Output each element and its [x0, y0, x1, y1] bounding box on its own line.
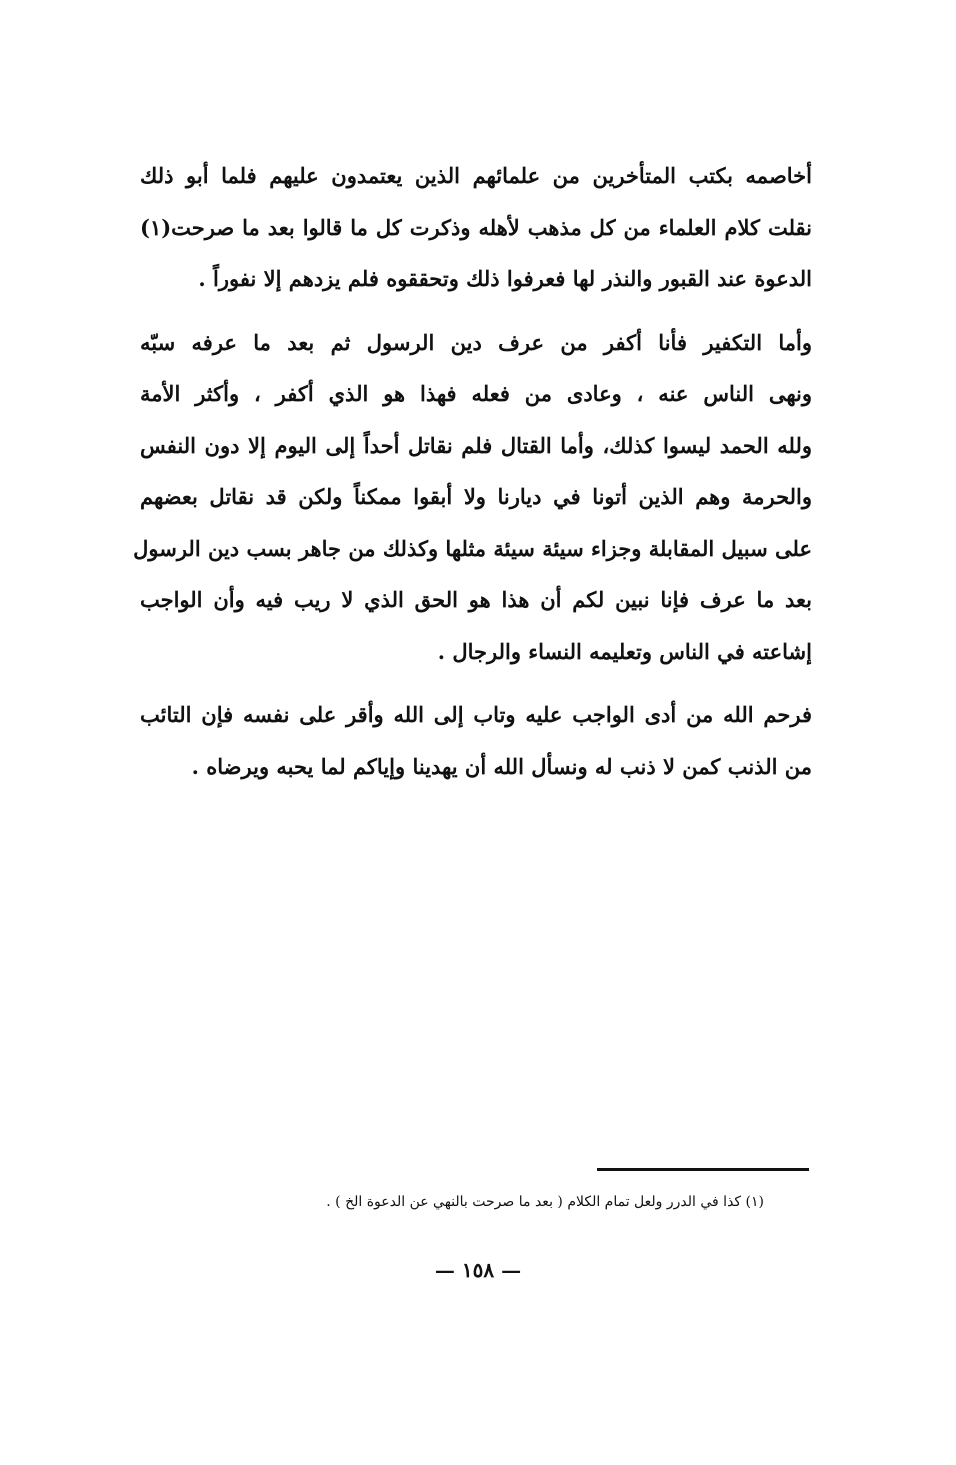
- text-line: ونهى الناس عنه ، وعادى من فعله فهذا هو الذي أكفر ، وأكثر الأمة: [140, 381, 812, 406]
- paragraph-3: [140, 689, 812, 792]
- text-line: نقلت كلام العلماء من كل مذهب لأهله وذكرت كل ما قالوا بعد ما صرحت(١): [140, 214, 812, 240]
- footnote: (١) كذا في الدرر ولعل تمام الكلام ( بعد ما صرحت بالنهي عن الدعوة الخ ) .: [326, 1194, 764, 1210]
- text-line: الدعوة عند القبور والنذر لها فعرفوا ذلك وتحققوه فلم يزدهم إلا نفوراً .: [198, 266, 812, 291]
- text-line: من الذنب كمن لا ذنب له ونسأل الله أن يهدينا وإياكم لما يحبه ويرضاه .: [191, 753, 812, 779]
- text-line: ولله الحمد ليسوا كذلك، وأما القتال فلم نقاتل أحداً إلى اليوم إلا دون النفس: [140, 432, 812, 458]
- main-text: [133, 150, 812, 792]
- page-number: — ١٥٨ —: [434, 1258, 522, 1282]
- text-line: وأما التكفير فأنا أكفر من عرف دين الرسول ثم بعد ما عرفه سبّه: [140, 329, 812, 355]
- text-line: فرحم الله من أدى الواجب عليه وتاب إلى الله وأقر على نفسه فإن التائب: [140, 702, 812, 727]
- text-line: والحرمة وهم الذين أتونا في ديارنا ولا أبقوا ممكناً ولكن قد نقاتل بعضهم: [140, 484, 812, 509]
- text-line: على سبيل المقابلة وجزاء سيئة سيئة مثلها وكذلك من جاهر بسب دين الرسول: [133, 535, 812, 561]
- text-line: بعد ما عرف فإنا نبين لكم أن هذا هو الحق الذي لا ريب فيه وأن الواجب: [140, 587, 812, 612]
- text-line: أخاصمه بكتب المتأخرين من علمائهم الذين يعتمدون عليهم فلما أبو ذلك: [140, 163, 812, 188]
- paragraph-1: [140, 150, 812, 305]
- footnote-divider: [597, 1168, 809, 1171]
- text-line: إشاعته في الناس وتعليمه النساء والرجال .: [437, 638, 812, 664]
- paragraph-2: [133, 317, 812, 678]
